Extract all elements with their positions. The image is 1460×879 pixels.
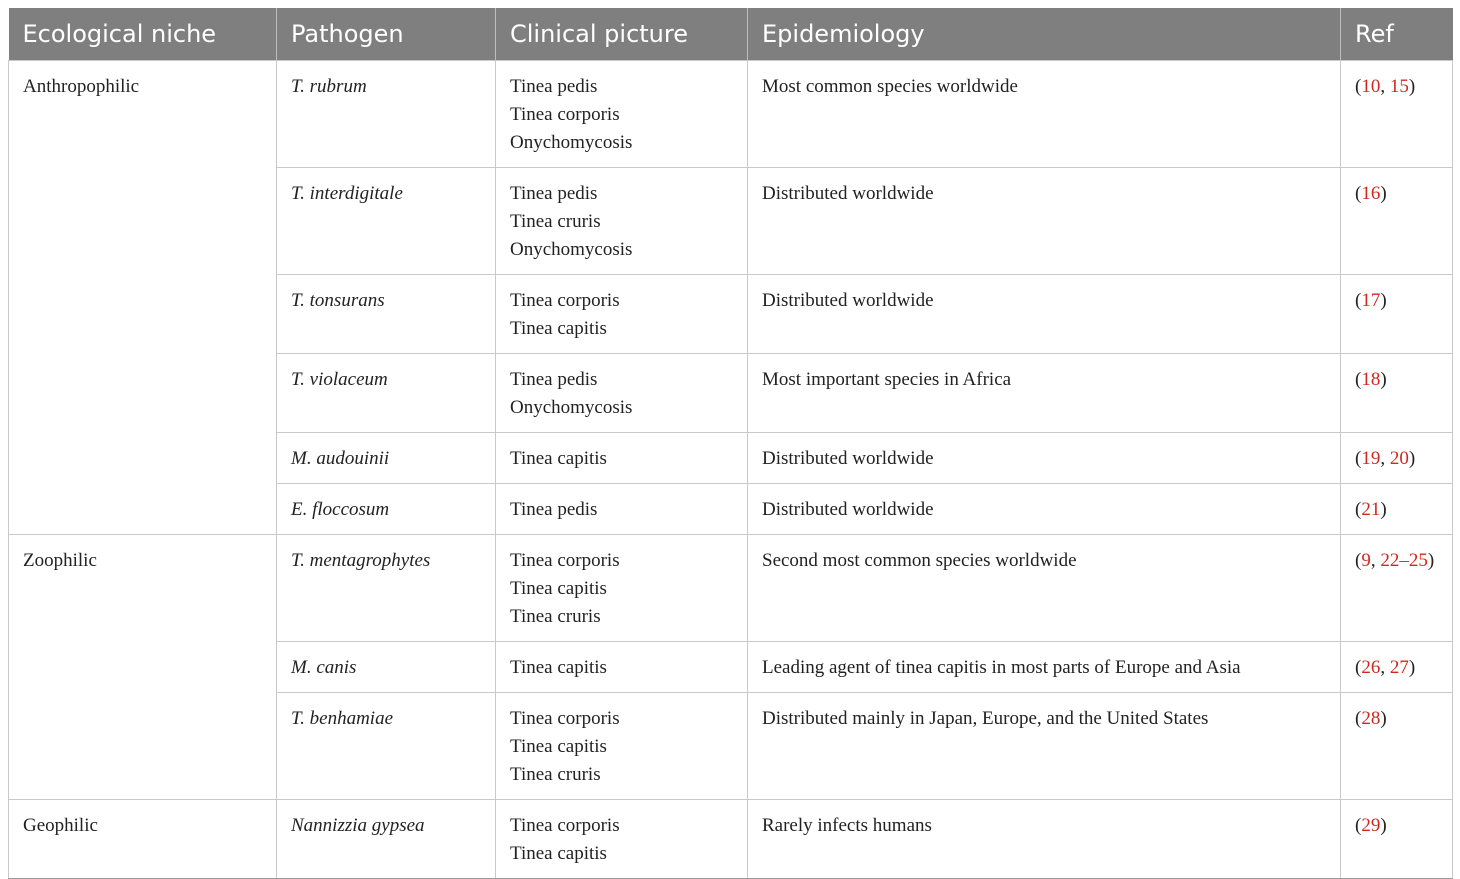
cell-pathogen: T. tonsurans <box>277 275 496 354</box>
cell-ref: (26, 27) <box>1341 642 1453 693</box>
ref-link[interactable]: 9 <box>1361 550 1371 571</box>
header-pathogen: Pathogen <box>277 8 496 61</box>
cell-epidemiology: Distributed worldwide <box>748 275 1341 354</box>
cell-epidemiology: Second most common species worldwide <box>748 535 1341 642</box>
cell-pathogen: T. violaceum <box>277 354 496 433</box>
clinical-item: Tinea cruris <box>510 764 601 785</box>
cell-pathogen: M. audouinii <box>277 433 496 484</box>
clinical-item: Tinea corporis <box>510 815 620 836</box>
ref-separator: , <box>1380 657 1390 678</box>
clinical-item: Tinea pedis <box>510 76 598 97</box>
clinical-item: Tinea corporis <box>510 708 620 729</box>
ref-link[interactable]: 26 <box>1361 657 1381 678</box>
cell-pathogen: T. rubrum <box>277 61 496 168</box>
cell-epidemiology: Distributed worldwide <box>748 433 1341 484</box>
clinical-item: Tinea cruris <box>510 211 601 232</box>
cell-clinical-picture <box>496 61 748 168</box>
header-epidemiology: Epidemiology <box>748 8 1341 61</box>
cell-ref: (10, 15) <box>1341 61 1453 168</box>
clinical-item: Tinea corporis <box>510 550 620 571</box>
cell-epidemiology: Most common species worldwide <box>748 61 1341 168</box>
ref-link[interactable]: 15 <box>1389 76 1409 97</box>
cell-pathogen: E. floccosum <box>277 484 496 535</box>
ref-separator: , <box>1380 76 1390 97</box>
header-row <box>9 8 1453 61</box>
cell-epidemiology: Leading agent of tinea capitis in most parts of Europe and Asia <box>748 642 1341 693</box>
cell-ref: (21) <box>1341 484 1453 535</box>
clinical-item: Tinea corporis <box>510 290 620 311</box>
clinical-item: Tinea capitis <box>510 448 607 469</box>
clinical-item: Tinea capitis <box>510 657 607 678</box>
cell-clinical-picture <box>496 535 748 642</box>
cell-clinical-picture <box>496 433 748 484</box>
clinical-item: Tinea pedis <box>510 369 598 390</box>
cell-clinical-picture <box>496 800 748 879</box>
cell-pathogen: T. interdigitale <box>277 168 496 275</box>
cell-pathogen: T. mentagrophytes <box>277 535 496 642</box>
clinical-item: Onychomycosis <box>510 397 633 418</box>
table-row <box>9 535 1453 642</box>
ref-link[interactable]: 16 <box>1361 183 1381 204</box>
ref-separator: , <box>1380 448 1390 469</box>
ref-link[interactable]: 21 <box>1361 499 1381 520</box>
clinical-item: Tinea cruris <box>510 606 601 627</box>
cell-ref: (19, 20) <box>1341 433 1453 484</box>
cell-epidemiology: Distributed worldwide <box>748 168 1341 275</box>
cell-ref: (28) <box>1341 693 1453 800</box>
ref-separator: , <box>1370 550 1381 571</box>
cell-clinical-picture <box>496 168 748 275</box>
cell-epidemiology: Distributed mainly in Japan, Europe, and the United States <box>748 693 1341 800</box>
cell-ref: (18) <box>1341 354 1453 433</box>
cell-ref: (29) <box>1341 800 1453 879</box>
cell-pathogen: Nannizzia gypsea <box>277 800 496 879</box>
ref-link[interactable]: 22 <box>1380 550 1400 571</box>
cell-epidemiology: Distributed worldwide <box>748 484 1341 535</box>
cell-pathogen: T. benhamiae <box>277 693 496 800</box>
ref-link[interactable]: 28 <box>1361 708 1381 729</box>
cell-clinical-picture <box>496 354 748 433</box>
ref-link[interactable]: 19 <box>1361 448 1381 469</box>
header-ref: Ref <box>1341 8 1453 61</box>
ref-link[interactable]: 20 <box>1389 448 1409 469</box>
table-header <box>9 8 1453 61</box>
ref-separator: – <box>1399 550 1409 571</box>
cell-ref: (16) <box>1341 168 1453 275</box>
cell-ref: (9, 22–25) <box>1341 535 1453 642</box>
clinical-item: Tinea pedis <box>510 183 598 204</box>
cell-clinical-picture <box>496 642 748 693</box>
cell-ecological-niche: Anthropophilic <box>9 61 277 535</box>
cell-pathogen: M. canis <box>277 642 496 693</box>
clinical-item: Tinea capitis <box>510 578 607 599</box>
ref-link[interactable]: 27 <box>1389 657 1409 678</box>
ref-link[interactable]: 25 <box>1408 550 1428 571</box>
clinical-item: Tinea capitis <box>510 843 607 864</box>
table-row <box>9 61 1453 168</box>
clinical-item: Onychomycosis <box>510 239 633 260</box>
table-body <box>9 61 1453 879</box>
ref-link[interactable]: 18 <box>1361 369 1381 390</box>
clinical-item: Tinea capitis <box>510 318 607 339</box>
clinical-item: Tinea capitis <box>510 736 607 757</box>
cell-ecological-niche: Geophilic <box>9 800 277 879</box>
cell-ecological-niche: Zoophilic <box>9 535 277 800</box>
cell-epidemiology: Most important species in Africa <box>748 354 1341 433</box>
clinical-item: Onychomycosis <box>510 132 633 153</box>
ref-link[interactable]: 10 <box>1361 76 1381 97</box>
cell-clinical-picture <box>496 484 748 535</box>
header-clinical-picture: Clinical picture <box>496 8 748 61</box>
cell-clinical-picture <box>496 275 748 354</box>
clinical-item: Tinea corporis <box>510 104 620 125</box>
clinical-item: Tinea pedis <box>510 499 598 520</box>
ref-link[interactable]: 17 <box>1361 290 1381 311</box>
header-ecological-niche: Ecological niche <box>9 8 277 61</box>
cell-clinical-picture <box>496 693 748 800</box>
ref-link[interactable]: 29 <box>1361 815 1381 836</box>
table-row <box>9 800 1453 879</box>
cell-epidemiology: Rarely infects humans <box>748 800 1341 879</box>
cell-ref: (17) <box>1341 275 1453 354</box>
dermatophyte-table <box>8 8 1453 879</box>
